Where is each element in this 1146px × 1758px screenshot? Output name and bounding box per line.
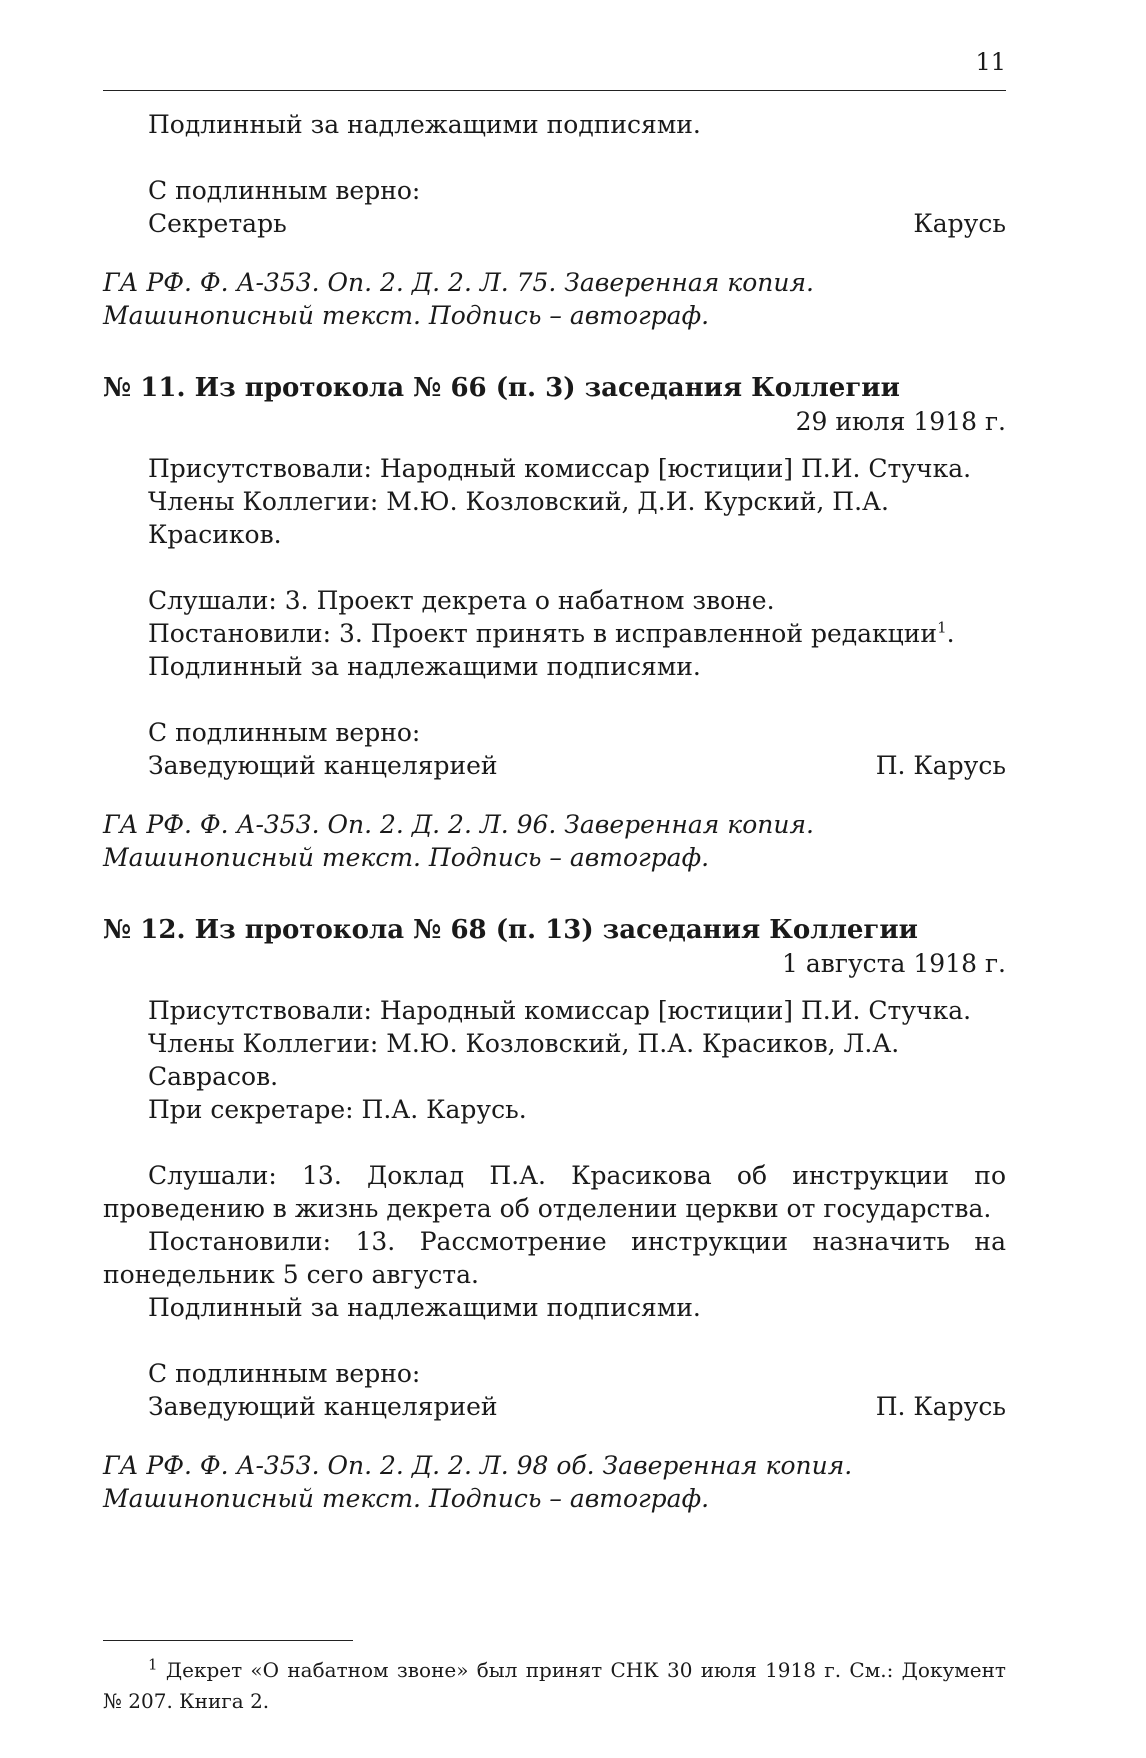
members-line: Члены Коллегии: М.Ю. Козловский, Д.И. Курский, П.А. Красиков. — [148, 487, 889, 549]
signer-role: Секретарь — [148, 209, 287, 238]
archive-source: ГА РФ. Ф. А-353. Оп. 2. Д. 2. Л. 98 об. Заверенная копия. — [103, 1451, 853, 1480]
document-heading: № 12. Из протокола № 68 (п. 13) заседания Коллегии — [103, 915, 918, 945]
page-content — [103, 108, 1006, 1515]
members-line: Члены Коллегии: М.Ю. Козловский, П.А. Красиков, Л.А. Саврасов. — [148, 1029, 900, 1091]
resolved-item: Постановили: 3. Проект принять в исправленной редакции$^1$. — [148, 618, 955, 648]
header-rule — [103, 90, 1006, 91]
signer-name: П. Карусь — [875, 1392, 1006, 1421]
attendees-line: Присутствовали: Народный комиссар [юстиции] П.И. Стучка. — [148, 454, 972, 483]
secretary-line: При секретаре: П.А. Карусь. — [148, 1095, 527, 1124]
certify-line: С подлинным верно: — [148, 718, 421, 747]
archive-source-note: Машинописный текст. Подпись – автограф. — [103, 301, 710, 330]
signer-role: Заведующий канцелярией — [148, 1392, 498, 1421]
page-number: 11 — [975, 48, 1006, 76]
signature-row — [103, 749, 1006, 782]
original-note: Подлинный за надлежащими подписями. — [148, 1293, 701, 1322]
footnote-mark: 1 — [148, 1655, 158, 1674]
original-note: Подлинный за надлежащими подписями. — [148, 110, 701, 139]
heard-item: Слушали: 3. Проект декрета о набатном звоне. — [148, 586, 775, 615]
archive-source: ГА РФ. Ф. А-353. Оп. 2. Д. 2. Л. 96. Заверенная копия. — [103, 810, 814, 839]
signer-name: П. Карусь — [875, 751, 1006, 780]
certify-line: С подлинным верно: — [148, 1359, 421, 1388]
footnote-ref[interactable]: 1 — [937, 618, 947, 637]
certify-line: С подлинным верно: — [148, 176, 421, 205]
footnote — [103, 1655, 1006, 1717]
document-heading: № 11. Из протокола № 66 (п. 3) заседания Коллегии — [103, 373, 900, 403]
archive-source-note: Машинописный текст. Подпись – автограф. — [103, 843, 710, 872]
signature-row — [103, 207, 1006, 240]
signer-name: Карусь — [913, 209, 1006, 238]
footnote-text: Декрет «О набатном звоне» был принят СНК 30 июля 1918 г. См.: Документ № 207. Книга 2. — [103, 1658, 1006, 1713]
signature-row — [103, 1390, 1006, 1423]
document-date: 1 августа 1918 г. — [782, 949, 1006, 978]
archive-source: ГА РФ. Ф. А-353. Оп. 2. Д. 2. Л. 75. Заверенная копия. — [103, 268, 814, 297]
attendees-line: Присутствовали: Народный комиссар [юстиции] П.И. Стучка. — [148, 996, 972, 1025]
archive-source-note: Машинописный текст. Подпись – автограф. — [103, 1484, 710, 1513]
heard-item: Слушали: 13. Доклад П.А. Красикова об инструкции по проведению в жизнь декрета об отделении церкви от государства. — [103, 1161, 1006, 1223]
original-note: Подлинный за надлежащими подписями. — [148, 652, 701, 681]
resolved-item: Постановили: 13. Рассмотрение инструкции назначить на понедельник 5 сего августа. — [103, 1227, 1006, 1289]
footnote-rule — [103, 1640, 353, 1641]
document-date: 29 июля 1918 г. — [795, 407, 1006, 436]
signer-role: Заведующий канцелярией — [148, 751, 498, 780]
